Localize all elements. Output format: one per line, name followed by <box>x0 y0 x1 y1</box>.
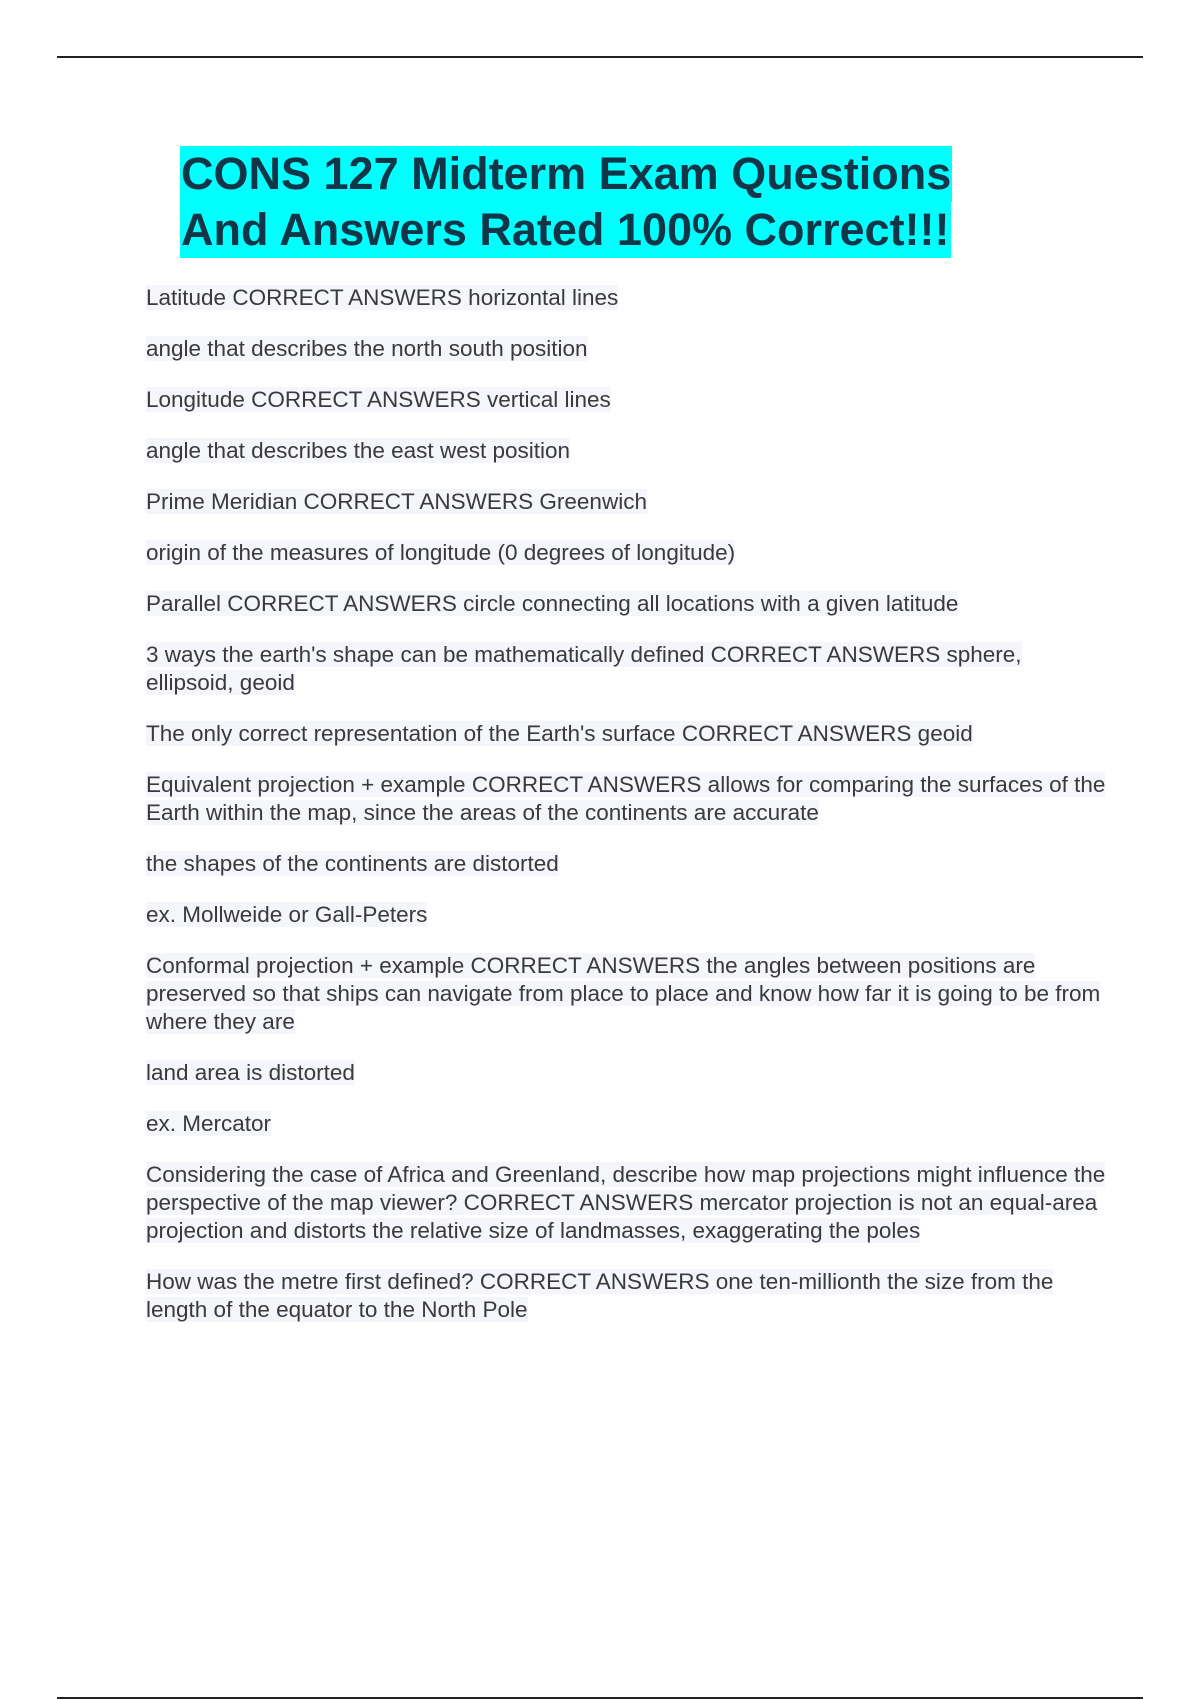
paragraph <box>146 1110 1106 1138</box>
paragraph-text: angle that describes the north south position <box>146 336 588 361</box>
paragraph-text: the shapes of the continents are distorted <box>146 851 559 876</box>
paragraph-text: Latitude CORRECT ANSWERS horizontal lines <box>146 285 619 310</box>
paragraph-text: land area is distorted <box>146 1060 355 1085</box>
paragraph <box>146 386 1106 414</box>
bottom-rule <box>57 1697 1143 1699</box>
paragraph-text: 3 ways the earth's shape can be mathematically defined CORRECT ANSWERS sphere, ellipsoid, geoid <box>146 642 1022 695</box>
title-line-1: CONS 127 Midterm Exam Questions <box>180 146 952 202</box>
paragraph-text: The only correct representation of the Earth's surface CORRECT ANSWERS geoid <box>146 721 973 746</box>
paragraph <box>146 641 1106 697</box>
top-rule <box>57 56 1143 58</box>
paragraph <box>146 1268 1106 1324</box>
paragraph-text: How was the metre first defined? CORRECT ANSWERS one ten-millionth the size from the length of the equator to the North Pole <box>146 1269 1054 1322</box>
paragraph-text: Equivalent projection + example CORRECT ANSWERS allows for comparing the surfaces of the Earth within the map, since the areas of the continents are accurate <box>146 772 1106 825</box>
paragraph-text: Considering the case of Africa and Greenland, describe how map projections might influence the perspective of the map viewer? CORRECT ANSWERS mercator projection is not an equal-area projection and distorts the relative size of landmasses, exaggerating the poles <box>146 1162 1106 1243</box>
paragraph <box>146 901 1106 929</box>
paragraph <box>146 284 1106 312</box>
paragraph <box>146 850 1106 878</box>
paragraph <box>146 335 1106 363</box>
document-body <box>146 284 1106 1347</box>
paragraph-text: ex. Mercator <box>146 1111 272 1136</box>
paragraph <box>146 539 1106 567</box>
paragraph-text: Prime Meridian CORRECT ANSWERS Greenwich <box>146 489 647 514</box>
document-title <box>180 146 1040 258</box>
paragraph <box>146 952 1106 1036</box>
paragraph <box>146 437 1106 465</box>
paragraph <box>146 720 1106 748</box>
paragraph-text: angle that describes the east west position <box>146 438 571 463</box>
paragraph-text: Conformal projection + example CORRECT ANSWERS the angles between positions are preserved so that ships can navigate from place to place and know how far it is going to be from where they are <box>146 953 1101 1034</box>
paragraph <box>146 590 1106 618</box>
paragraph <box>146 488 1106 516</box>
paragraph-text: ex. Mollweide or Gall-Peters <box>146 902 428 927</box>
paragraph <box>146 1161 1106 1245</box>
paragraph <box>146 771 1106 827</box>
paragraph-text: Parallel CORRECT ANSWERS circle connecting all locations with a given latitude <box>146 591 959 616</box>
paragraph-text: Longitude CORRECT ANSWERS vertical lines <box>146 387 611 412</box>
paragraph-text: origin of the measures of longitude (0 degrees of longitude) <box>146 540 736 565</box>
paragraph <box>146 1059 1106 1087</box>
title-line-2: And Answers Rated 100% Correct!!! <box>180 202 951 258</box>
